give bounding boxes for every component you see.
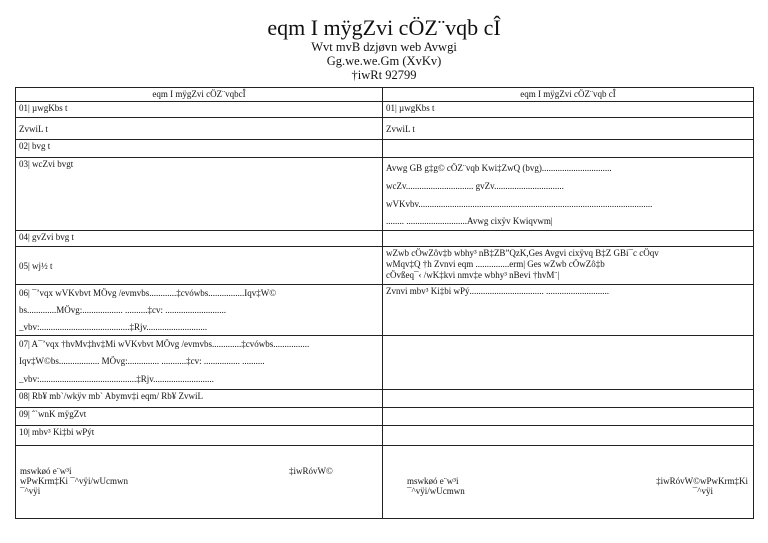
certificate-table bbox=[15, 87, 754, 519]
table-header-row bbox=[16, 88, 754, 102]
empty-cell bbox=[383, 390, 754, 408]
signature-label: ¯^vÿi bbox=[692, 486, 713, 496]
permanent-address-block bbox=[16, 285, 383, 336]
date-right: ZvwiL t bbox=[383, 118, 754, 140]
identification-field: 10| mbv³ Ki‡bi wPýt bbox=[16, 426, 383, 446]
empty-cell bbox=[383, 426, 754, 446]
table-row bbox=[16, 140, 754, 158]
address-line: 07| A¯’vqx †hvMv‡hv‡Mi wVKvbvt MÖvg /evmvbs.............‡cvówbs................ bbox=[19, 339, 310, 349]
table-row bbox=[16, 102, 754, 118]
declaration-line: wVKvbv........................................................................................................ bbox=[386, 199, 653, 209]
signature-right bbox=[383, 446, 754, 519]
table-row bbox=[16, 336, 754, 390]
column-header-right: eqm I mÿgZvi cÖZ¨vqb cÎ bbox=[383, 88, 754, 102]
empty-cell bbox=[383, 140, 754, 158]
table-row bbox=[16, 118, 754, 140]
table-row bbox=[16, 390, 754, 408]
present-address-block bbox=[16, 336, 383, 390]
doctor-degree: Gg.we.we.Gm (XvKv) bbox=[326, 54, 442, 68]
signature-row bbox=[16, 446, 754, 519]
registered-stamp-label: ‡iwRóvW© bbox=[289, 466, 333, 476]
signature-label: mswkøó e¨w³i bbox=[20, 466, 72, 476]
serial-left: 01| µwgKbs t bbox=[16, 102, 383, 118]
declaration-line: Avwg GB g‡g© cÖZ¨vqb Kwi‡ZwQ (bvg)............................... bbox=[386, 163, 612, 173]
statement-block bbox=[383, 247, 754, 285]
table-row bbox=[16, 247, 754, 285]
address-line: bs.............MÖvg:.................. ..........‡cv: ........................... bbox=[19, 305, 226, 315]
birth-date-field: 08| Rb¥ mb`/wkÿv mb` Abymv‡i eqm/ Rb¥ ZvwiL bbox=[16, 390, 383, 408]
statement-line: wMqv‡Q †h Zvnvi eqm ...............erm| Ges wZwb cÖwZô‡b bbox=[386, 259, 605, 269]
table-row bbox=[16, 158, 754, 231]
address-line: 06| ¯’vqx wVKvbvt MÖvg /evmvbs............‡cvówbs................Iqv‡W© bbox=[19, 288, 277, 298]
empty-cell bbox=[383, 231, 754, 247]
signature-label: ¯^vÿi bbox=[20, 486, 41, 496]
mother-name-field: 04| gvZvi bvg t bbox=[16, 231, 383, 247]
table-row bbox=[16, 408, 754, 426]
empty-cell bbox=[383, 408, 754, 426]
statement-line: cÖvßeq¯‹ /wK‡kvi nmv‡e wbhy³ nBevi †hvM¨| bbox=[386, 270, 560, 280]
table-row bbox=[16, 231, 754, 247]
physical-fitness-field: 09| ˆ`wnK mÿgZvt bbox=[16, 408, 383, 426]
signature-label: mswkøó e¨w³i bbox=[407, 476, 459, 486]
signature-label: ¯^vÿi/wUcmwn bbox=[407, 486, 465, 496]
empty-cell bbox=[383, 336, 754, 390]
serial-right: 01| µwgKbs t bbox=[383, 102, 754, 118]
address-line: _vbv:...........................................‡Rjv........................... bbox=[19, 374, 214, 384]
document-header bbox=[0, 16, 768, 82]
declaration-line: wcZv.............................. gvZv............................... bbox=[386, 181, 564, 191]
column-header-left: eqm I mÿgZvi cÖZ¨vqbcÎ bbox=[16, 88, 383, 102]
statement-line: wZwb cÖwZôv‡b wbhy³ nB‡ZB”QzK,Ges Avgvi cixÿvq B‡Z GBi¯c cÖqv bbox=[386, 248, 659, 258]
address-line: Iqv‡W©bs.................. MÖvg:.............. ...........‡cv: ................ .......... bbox=[19, 356, 265, 366]
date-left: ZvwiL t bbox=[16, 118, 383, 140]
table-row bbox=[16, 285, 754, 336]
identification-mark: Zvnvi mbv³ Ki‡bi wPý................................. ............................ bbox=[383, 285, 754, 336]
address-line: _vbv:........................................‡Rjv........................... bbox=[19, 322, 208, 332]
document-title: eqm I mÿgZvi cÖZ¨vqb cÎ bbox=[267, 15, 501, 40]
declaration-block bbox=[383, 158, 754, 231]
registration-number: †iwRt 92799 bbox=[351, 68, 417, 82]
name-field: 02| bvg t bbox=[16, 140, 383, 158]
father-name-field: 03| wcZvi bvgt bbox=[16, 158, 383, 231]
table-row bbox=[16, 426, 754, 446]
signature-label: wPwKrm‡Ki ¯^vÿi/wUcmwn bbox=[20, 476, 128, 486]
registered-doctor-label: ‡iwRóvW©wPwKrm‡Ki bbox=[656, 476, 748, 486]
doctor-name: Wvt mvB dzjøvn web Avwgi bbox=[311, 40, 457, 54]
signature-left bbox=[16, 446, 383, 519]
declaration-line: ........ ...........................Avwg cixÿv Kwiqvwm| bbox=[386, 216, 553, 226]
gender-field: 05| wj½ t bbox=[16, 247, 383, 285]
